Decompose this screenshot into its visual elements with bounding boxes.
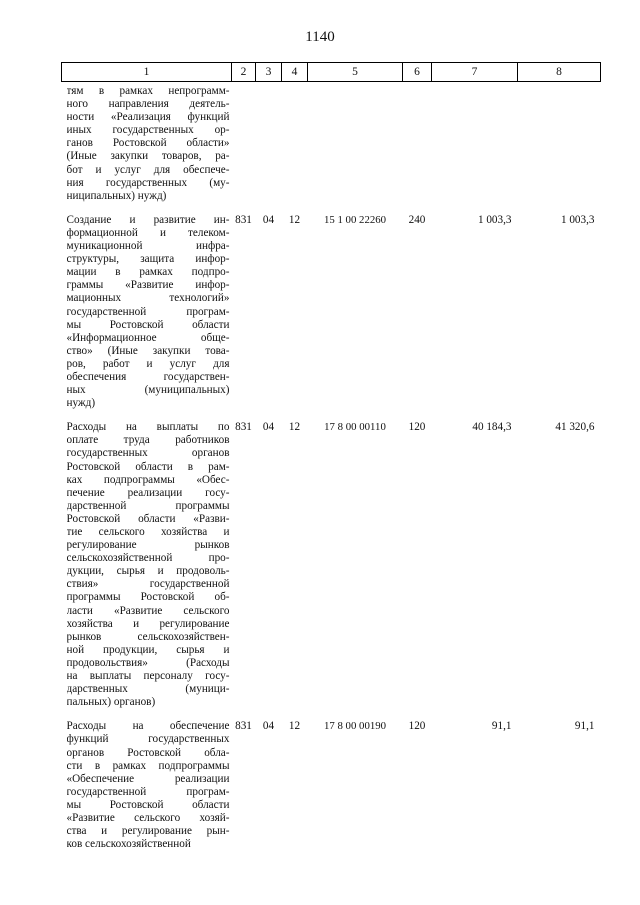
section-code: 04 [262,421,275,434]
amount-year-1 [432,82,518,211]
description-line: дарственных (муници- [66,683,230,696]
description-line: мации в рамках подпро- [66,266,230,279]
column-header: 4 [282,63,308,82]
subsection-code [282,82,308,211]
target-article-code: 17 8 00 00190 [323,720,387,733]
description-line: «Информационное обще- [66,331,230,344]
description-line: иных государственных ор- [66,124,230,137]
amount-year-1: 40 184,3 [472,421,512,434]
description-line: Создание и развитие ин- [66,213,230,226]
description-line: государственной програм- [66,785,230,798]
subsection-code: 12 [288,421,301,434]
table-row [62,82,601,211]
description-line: сти в рамках подпрограммы [66,759,230,772]
column-header: 2 [232,63,256,82]
column-header: 7 [432,63,518,82]
description-line: Расходы на выплаты по [66,421,230,434]
description-line: обеспечения государствен- [66,370,230,383]
expense-type-code: 240 [408,213,426,226]
subsection-code: 12 [288,213,301,226]
description-line: (Иные закупки товаров, ра- [66,150,230,163]
page-number: 1140 [305,29,335,45]
description-line: сельскохозяйственной про- [66,552,230,565]
description-line: ства и регулирование рын- [66,825,230,838]
expense-type-code: 120 [408,421,426,434]
description-line: органов Ростовской обла- [66,746,230,759]
ministry-code [232,82,256,211]
ministry-code: 831 [235,421,252,434]
subsection-code: 12 [288,720,301,733]
section-code [256,82,282,211]
description-line: формационной и телеком- [66,226,230,239]
row-description [62,82,232,211]
header-row [62,63,601,82]
amount-year-2: 91,1 [574,720,595,733]
description-line: печение реализации госу- [66,486,230,499]
expense-type-code: 120 [408,720,426,733]
description-line: ганов Ростовской области» [66,137,230,150]
amount-year-2 [518,82,601,211]
target-article-code: 17 8 00 00110 [324,421,386,434]
row-description [62,717,232,859]
description-line: оплате труда работников [66,434,230,447]
amount-year-1: 1 003,3 [477,213,512,226]
target-article-code: 15 1 00 22260 [323,213,387,226]
description-line: нужд) [66,397,96,410]
description-line: ков сельскохозяйственной [66,838,191,851]
description-line: программы Ростовской об- [66,591,230,604]
row-description [62,211,232,418]
expense-type-code [403,82,432,211]
description-line: ния государственных (му- [66,176,230,189]
description-line: ласти «Развитие сельского [66,604,230,617]
description-line: регулирование рынков [66,539,230,552]
description-line: Ростовской области в рам- [66,460,230,473]
description-line: мационных технологий» [66,292,230,305]
description-line: ных (муниципальных) [66,384,230,397]
description-line: граммы «Развитие инфор- [66,279,230,292]
description-line: ниципальных) нужд) [66,189,167,202]
description-line: ного направления деятель- [66,98,230,111]
table-row [62,211,601,418]
section-code: 04 [262,213,275,226]
description-line: Ростовской области «Разви- [66,512,230,525]
description-line: на выплаты персоналу госу- [66,670,230,683]
table-row [62,717,601,859]
description-line: пальных) органов) [66,696,156,709]
description-line: ров, работ и услуг для [66,357,230,370]
description-line: ной продукции, сырья и [66,643,230,656]
description-line: ках подпрограммы «Обес- [66,473,230,486]
ministry-code: 831 [235,213,252,226]
column-header: 3 [256,63,282,82]
description-line: дукции, сырья и продоволь- [66,565,230,578]
column-header: 5 [308,63,403,82]
description-line: мы Ростовской области [66,798,230,811]
description-line: Расходы на обеспечение [66,720,230,733]
description-line: структуры, защита инфор- [66,253,230,266]
description-line: ство» (Иные закупки това- [66,344,230,357]
table-row [62,418,601,717]
amount-year-2: 41 320,6 [555,421,595,434]
description-line: функций государственных [66,733,230,746]
column-header: 6 [403,63,432,82]
description-line: рынков сельскохозяйствен- [66,630,230,643]
ministry-code: 831 [235,720,252,733]
amount-year-2: 1 003,3 [560,213,595,226]
description-line: тям в рамках непрограмм- [66,85,230,97]
description-line: тие сельского хозяйства и [66,526,230,538]
column-header: 8 [518,63,601,82]
description-line: государственных органов [66,447,230,460]
description-line: мы Ростовской области [66,318,230,331]
description-line: ности «Реализация функций [66,111,230,124]
description-line: муникационной инфра- [66,240,230,253]
description-line: продовольствия» (Расходы [66,656,230,669]
row-description [62,418,232,717]
description-line: бот и услуг для обеспече- [66,163,230,176]
description-line: «Обеспечение реализации [66,772,230,785]
column-header: 1 [62,63,232,82]
description-line: дарственной программы [66,499,230,512]
description-line: хозяйства и регулирование [66,617,230,630]
description-line: «Развитие сельского хозяй- [66,811,230,824]
target-article-code [308,82,403,211]
amount-year-1: 91,1 [491,720,512,733]
description-line: государственной програм- [66,305,230,318]
section-code: 04 [262,720,275,733]
budget-table [61,62,601,859]
description-line: ствия» государственной [66,578,230,591]
